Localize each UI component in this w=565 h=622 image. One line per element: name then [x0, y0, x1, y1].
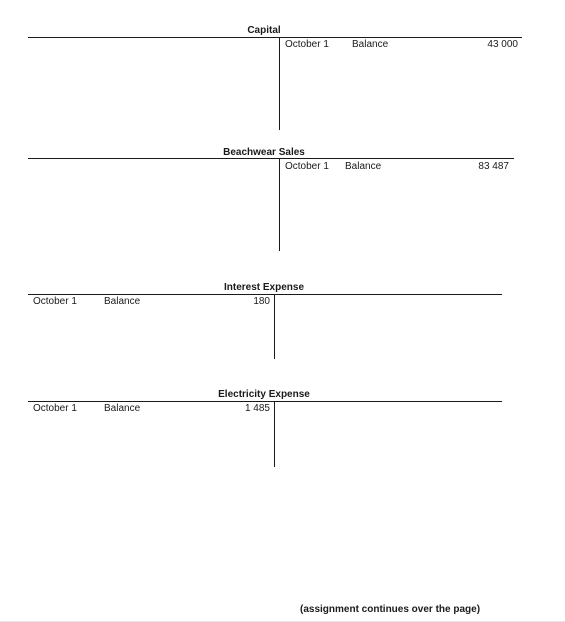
debit-date: October 1	[33, 296, 77, 307]
account-title: Capital	[247, 25, 281, 36]
debit-description: Balance	[104, 296, 141, 307]
t-account-horizontal-rule	[28, 401, 502, 402]
debit-date: October 1	[33, 403, 77, 414]
credit-amount: 83 487	[478, 161, 509, 172]
debit-amount: 180	[253, 296, 270, 307]
t-account-vertical-rule	[274, 401, 275, 467]
debit-amount: 1 485	[244, 403, 270, 414]
credit-amount: 43 000	[487, 39, 518, 50]
credit-description: Balance	[345, 161, 382, 172]
t-account-horizontal-rule	[28, 294, 502, 295]
credit-description: Balance	[352, 39, 389, 50]
t-account-horizontal-rule	[28, 37, 522, 38]
t-account-vertical-rule	[274, 294, 275, 359]
t-account-vertical-rule	[279, 37, 280, 130]
credit-date: October 1	[285, 161, 329, 172]
account-title: Electricity Expense	[218, 389, 310, 400]
debit-description: Balance	[104, 403, 141, 414]
t-account-horizontal-rule	[28, 158, 514, 159]
credit-date: October 1	[285, 39, 329, 50]
t-account-vertical-rule	[279, 158, 280, 251]
footer-note: (assignment continues over the page)	[300, 604, 481, 615]
account-title: Beachwear Sales	[223, 147, 305, 158]
account-title: Interest Expense	[223, 282, 305, 293]
